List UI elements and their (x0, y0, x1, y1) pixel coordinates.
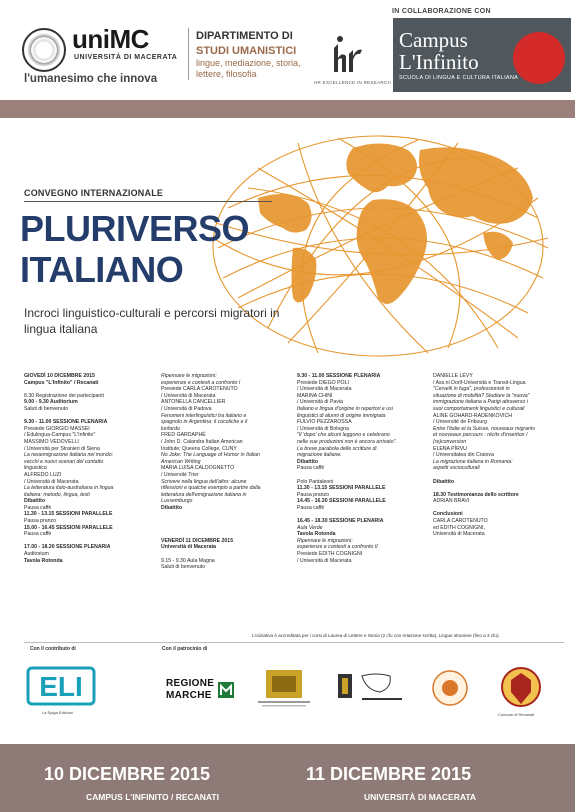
university-seal-icon (22, 28, 66, 72)
program-line: Saluti di benvenuto (161, 564, 206, 571)
program-line: / Université Trier (161, 471, 199, 478)
university-subtitle: UNIVERSITÀ DI MACERATA (74, 54, 178, 61)
program-line: Pausa caffè (297, 504, 325, 511)
program-line: "Cervelli in fuga", professionisti in (433, 386, 510, 393)
program-line: / Edulingua-Campus "L'Infinito" (24, 432, 96, 439)
program-line: American Writing (161, 458, 201, 465)
program-line: Tavola Rotonda (24, 557, 63, 564)
university-name: uniMC (72, 24, 149, 54)
program-line: (re)conversion (433, 438, 467, 445)
accreditation-note: L'iniziativa è accreditata per i corsi di Laurea di Lettere e Storia (2 cfu con relazione scritta), Lingue straniere (fino a 3 cfu). (252, 633, 500, 638)
program-line: Italiano e lingua d'origine in repertori e usi (297, 405, 393, 412)
program-line: VENERDÌ 11 DICEMBRE 2015 (161, 537, 234, 544)
campus-logo (393, 18, 571, 92)
program-line (24, 386, 154, 393)
program-line: ed EDITH COGNIGNI, (433, 524, 485, 531)
africa-logo-icon (336, 668, 418, 708)
program-line: Presiede EDITH COGNIGNI (297, 551, 363, 558)
recanati-crest-icon (500, 666, 542, 710)
program-line: / Ass.ni Dorif-Università e Transit-Lingua (433, 379, 526, 386)
title-pluriverso: PLURIVERSO (20, 208, 250, 249)
program-line: 9.15 - 9.30 Aula Magna (161, 557, 215, 564)
footer-place-1: CAMPUS L'INFINITO / RECANATI (86, 792, 219, 802)
program-line: Dibattito (161, 504, 183, 511)
program-line: ELENA PÎRVU (433, 445, 467, 452)
program-line (24, 413, 154, 420)
program-line: Fenomeni interlinguistici tra italiano e (161, 412, 247, 419)
program-line: Lussemburgo (161, 498, 193, 505)
program-line: No Joke: The Language of Humor in Italian (161, 452, 260, 459)
program-line: Saluti di benvenuto (24, 405, 69, 412)
program-line: Pausa caffè (24, 531, 52, 538)
program-line: lunfardo (161, 425, 180, 432)
program-line: Conclusioni (433, 511, 463, 518)
hr-excellence-caption: HR EXCELLENCE IN RESEARCH (314, 80, 392, 85)
program-line: Tavola Rotonda (297, 531, 336, 538)
program-line: esperienze e contesti a confronto I (161, 379, 241, 386)
eli-logo-icon (26, 666, 96, 706)
program-line: Institute; Queens College, CUNY (161, 445, 237, 452)
program-line: suoi comportamenti linguistici e culturali (433, 405, 525, 412)
footer-place-2: UNIVERSITÀ DI MACERATA (364, 792, 477, 802)
program-line: vecchi e nuovi scenari del contatto (24, 458, 104, 465)
regione-label: REGIONE (166, 678, 215, 689)
eli-caption: La Spiga Edizioni (42, 710, 73, 715)
program-line: / Università di Pavia (297, 399, 343, 406)
footer-date-1: 10 DICEMBRE 2015 (44, 764, 211, 784)
program-line: nelle sue produzioni non è ancora arrivato". (297, 438, 397, 445)
round-emblem-icon (430, 668, 470, 708)
subtitle: Incroci linguistico-culturali e percorsi migratori in lingua italiana (24, 306, 280, 336)
program-column-2 (161, 373, 294, 571)
program-line: / Università di Padova (161, 405, 212, 412)
program-line (24, 538, 154, 545)
program-line: FRED GARDAPHÉ (161, 432, 206, 439)
program-line (297, 511, 432, 518)
program-line: Scrivere nella lingua dell'altro: alcune (161, 478, 247, 485)
department-label: DIPARTIMENTO DI (196, 30, 293, 42)
program-line: / Università di Macerata (24, 478, 79, 485)
regione-marche-icon (217, 681, 235, 699)
program-line: / Università di Macerata (297, 386, 352, 393)
program-line: esperienze e contesti a confronto II (297, 544, 378, 551)
program-line: riflessioni e qualche esempio a partire dalla (161, 485, 261, 492)
footer-band (0, 744, 575, 812)
header-band (0, 100, 575, 118)
title-rule (24, 201, 272, 202)
program-line: / Università per Stranieri di Siena (24, 445, 100, 452)
campus-infinito: L'Infinito (399, 50, 479, 74)
program-line: migrazione italiane. (297, 452, 342, 459)
program-line: 11.30 - 13.15 SESSIONI PARALLELE (24, 511, 113, 518)
program-line: Pausa caffè (297, 465, 325, 472)
program-line: situazione di mobilità? Studiare la "nuova" (433, 392, 530, 399)
contributo-label: Con il contributo di (30, 646, 76, 652)
dicum-logo-icon (252, 668, 316, 710)
program-line: et nouveaux parcours : récits d'insertion / (433, 432, 528, 439)
program-line: Ripensare le migrazioni: (297, 537, 353, 544)
program-line: La neoemigrazione italiana nel mondo: (24, 452, 114, 459)
program-line: spagnolo in Argentina: il cocoliche e il (161, 419, 248, 426)
program-line (161, 551, 294, 558)
program-line: linguistico (24, 465, 47, 472)
recanati-caption: Comune di Recanati (498, 712, 535, 717)
program-line: MARINA CHINI (297, 392, 333, 399)
header (0, 0, 575, 100)
footer-date-2: 11 DICEMBRE 2015 (306, 764, 472, 784)
program-line: ALFREDO LUZI (24, 471, 62, 478)
program-line: La migrazione italiana in Romania: (433, 458, 513, 465)
program-column-1 (24, 373, 154, 564)
program-line: / Università di Macerata (297, 557, 352, 564)
program-line: Presiede GIORGIO MASSEI (24, 425, 90, 432)
collaboration-label: IN COLLABORAZIONE CON (392, 8, 491, 15)
program-line: 17.00 - 18.30 SESSIONE PLENARIA (24, 544, 111, 551)
program-line: Campus "L'Infinito" / Recanati (24, 379, 99, 386)
program-line: Pausa pranzo (297, 491, 330, 498)
hr-excellence-icon (330, 34, 364, 74)
program-line: italiana: metodo, lingua, testi (24, 491, 90, 498)
program-line: 14.45 - 16.30 SESSIONI PARALLELE (297, 498, 386, 505)
marche-label: MARCHE (166, 690, 212, 701)
program-line: ANTONELLA CANCELLIER (161, 399, 226, 406)
program-line: Aula Verde (297, 524, 323, 531)
svg-text:ELI: ELI (39, 671, 83, 702)
program-line: 9.30 - 11.00 SESSIONE PLENARIA (297, 373, 381, 379)
program-line: Pausa caffè (24, 504, 52, 511)
program-line (433, 472, 571, 479)
program-line: "Il 'dopo' che alcuni leggono e celebrano (297, 432, 390, 439)
program-line: ALINE GOHARD-RADENKOVICH (433, 412, 512, 419)
sponsors-rule (24, 642, 564, 643)
program-line: immigrazione italiana a Parigi attraverso i (433, 399, 528, 406)
program-line: Entre l'Italie et la Suisse, nouveaux migrants (433, 425, 535, 432)
header-divider (188, 28, 189, 80)
patrocinio-label: Con il patrocinio di (162, 646, 208, 652)
program-line: / Universitatea din Craiova (433, 452, 494, 459)
campus-emblem-icon (513, 32, 565, 84)
program-line (433, 505, 571, 512)
program-line: Polo Pantaleoni (297, 478, 334, 485)
program-line (161, 518, 294, 525)
program-line: FULVIO PEZZAROSSA (297, 419, 352, 426)
program-line: MARIA LUISA CALDOGNETTO (161, 465, 235, 472)
program-line: Dibattito (24, 498, 46, 505)
program-line: Dibattito (297, 458, 319, 465)
program-line: 9.30 - 11.00 SESSIONE PLENARIA (24, 419, 108, 426)
program-line (161, 531, 294, 538)
program-line: Auditorium (24, 551, 49, 558)
program-line: / Università di Macerata (161, 392, 216, 399)
program-line: CARLA CAROTENUTO (433, 518, 488, 525)
program-line (433, 485, 571, 492)
program-line: Pausa pranzo (24, 518, 57, 525)
program-line: La letteratura italo-australiana in lingua (24, 485, 114, 492)
program-line: DANIELLE LÉVY (433, 373, 473, 379)
program-line: / Università di Bologna (297, 425, 349, 432)
campus-name: Campus (399, 28, 468, 52)
program-line: Università di Macerata (161, 544, 217, 551)
department-areas: lingue, mediazione, storia, lettere, filosofia (196, 58, 301, 79)
program-line: / John D. Calandra Italian American (161, 438, 243, 445)
program-line: linguistici di alunni di origine immigrata (297, 412, 386, 419)
program-line (161, 511, 294, 518)
program-line: letteratura dell'emigrazione italiana in (161, 491, 247, 498)
program-line (297, 472, 432, 479)
program-line (161, 525, 294, 532)
university-motto: l'umanesimo che innova (24, 73, 158, 85)
program-column-4 (433, 373, 571, 538)
program-column-3 (297, 373, 432, 564)
program-line: La breve parabola delle scritture di (297, 445, 377, 452)
program-line: 16.45 - 18.30 SESSIONE PLENARIA (297, 518, 384, 525)
program-line: Dibattito (433, 478, 455, 485)
program-line: GIOVEDÌ 10 DICEMBRE 2015 (24, 373, 95, 379)
program-line: Università di Macerata (433, 531, 485, 538)
program-line: / Université de Fribourg (433, 419, 487, 426)
convegno-label: CONVEGNO INTERNAZIONALE (24, 188, 164, 198)
program-line: 9.00 - 9.30 Auditorium (24, 399, 78, 406)
program-line: 11.30 - 13.15 SESSIONI PARALLELE (297, 485, 386, 492)
program-line: 8.30 Registrazione dei partecipanti (24, 392, 104, 399)
campus-subtitle: SCUOLA DI LINGUA E CULTURA ITALIANA (399, 75, 519, 81)
program-line: aspetti socioculturali (433, 465, 480, 472)
program-line: Presiede CARLA CAROTENUTO (161, 386, 238, 393)
program-line: 18.30 Testimonianza dello scrittore (433, 491, 519, 498)
program-line: ADRIAN BRAVI (433, 498, 470, 505)
program-line: 15.00 - 16.45 SESSIONI PARALLELE (24, 524, 113, 531)
program-line: Ripensare le migrazioni: (161, 373, 217, 379)
program-line: Presiede DIEGO POLI (297, 379, 349, 386)
title-italiano: ITALIANO (20, 249, 184, 290)
program-line: MASSIMO VEDOVELLI (24, 438, 79, 445)
department-name: STUDI UMANISTICI (196, 45, 297, 57)
